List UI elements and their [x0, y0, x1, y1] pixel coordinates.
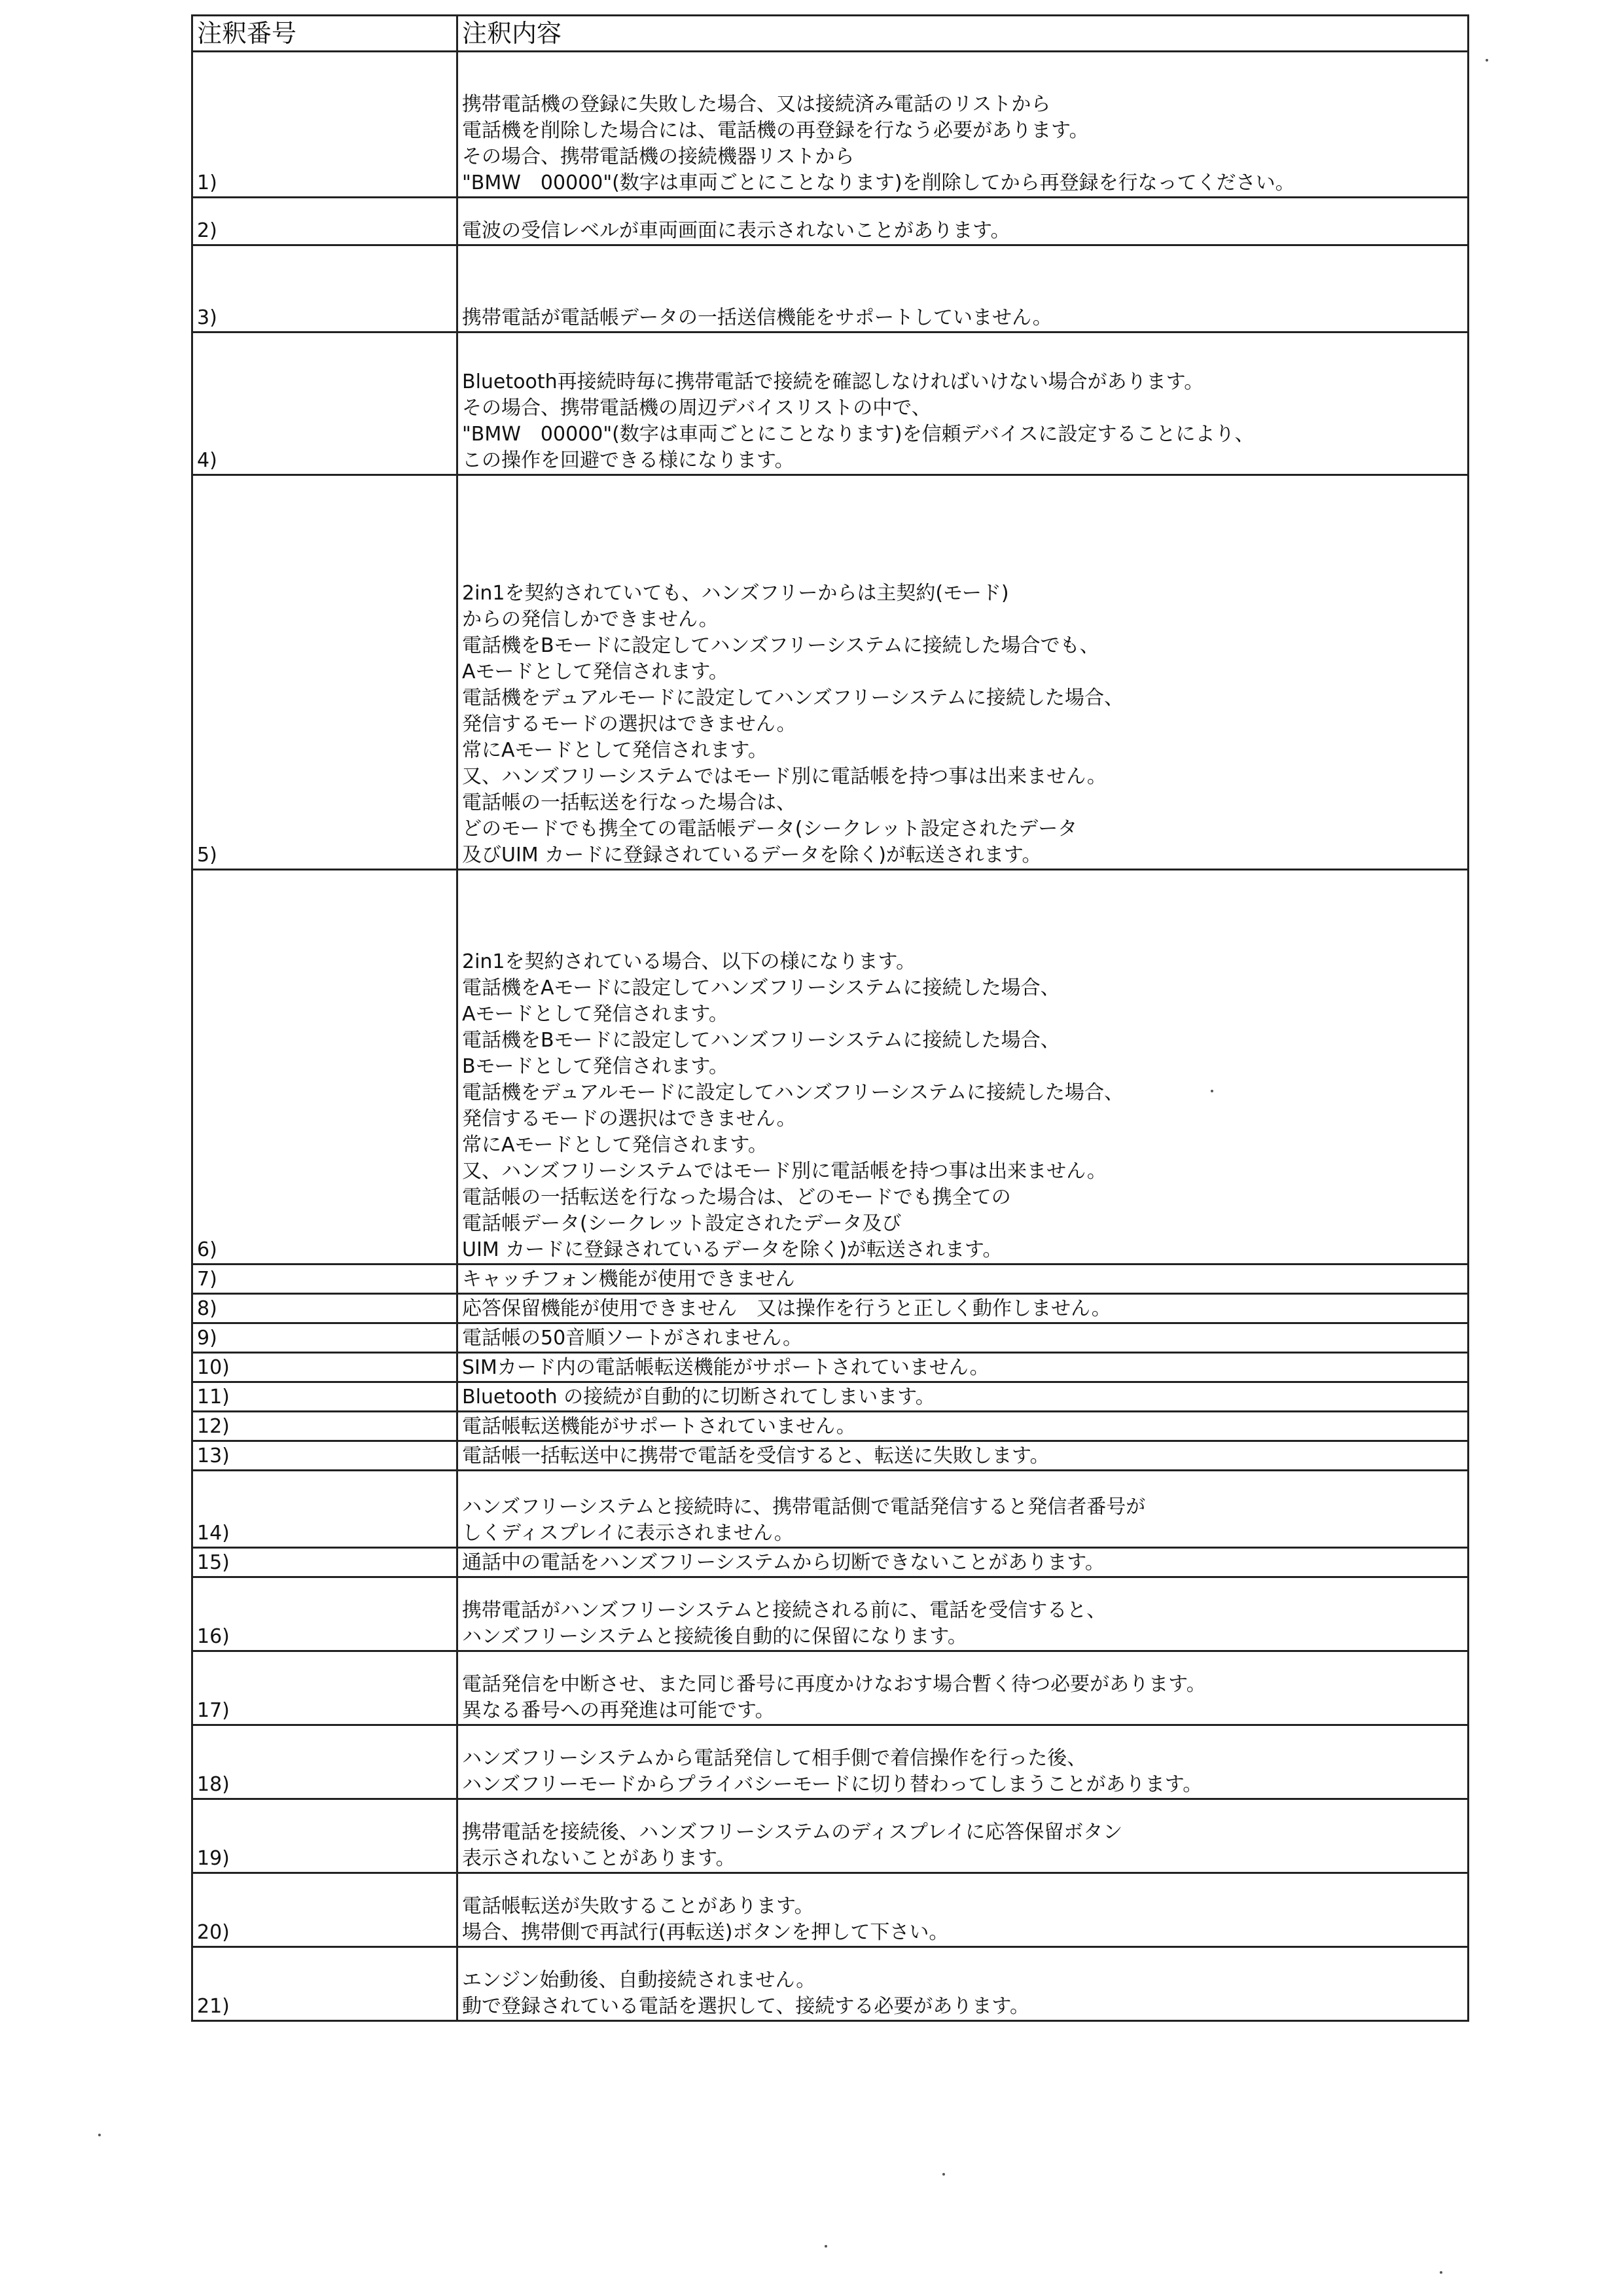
scan-speck [1486, 59, 1488, 62]
header-note-number: 注釈番号 [192, 16, 457, 52]
table-row [192, 475, 1469, 870]
note-text: 電波の受信レベルが車両画面に表示されないことがあります。 [457, 198, 1469, 245]
note-text: 応答保留機能が使用できません 又は操作を行うと正しく動作しません。 [457, 1294, 1469, 1323]
note-number: 16) [192, 1577, 457, 1651]
note-number: 15) [192, 1548, 457, 1577]
table-row [192, 1471, 1469, 1548]
table-row [192, 870, 1469, 1265]
note-text: Bluetooth の接続が自動的に切断されてしまいます。 [457, 1382, 1469, 1412]
note-text: キャッチフォン機能が使用できません [457, 1265, 1469, 1294]
note-text: SIMカード内の電話帳転送機能がサポートされていません。 [457, 1353, 1469, 1382]
note-number: 20) [192, 1873, 457, 1947]
table-row [192, 1577, 1469, 1651]
note-text: エンジン始動後、自動接続されません。 動で登録されている電話を選択して、接続する必要があります。 [457, 1947, 1469, 2021]
note-number: 2) [192, 198, 457, 245]
scan-speck [1440, 2271, 1442, 2274]
table-row [192, 1353, 1469, 1382]
note-number: 5) [192, 475, 457, 870]
note-number: 19) [192, 1799, 457, 1873]
note-text: 電話帳転送が失敗することがあります。 場合、携帯側で再試行(再転送)ボタンを押して下さい。 [457, 1873, 1469, 1947]
table-row [192, 198, 1469, 245]
note-text: 携帯電話を接続後、ハンズフリーシステムのディスプレイに応答保留ボタン 表示されないことがあります。 [457, 1799, 1469, 1873]
note-number: 10) [192, 1353, 457, 1382]
note-number: 6) [192, 870, 457, 1265]
scan-speck [1211, 1090, 1213, 1092]
table-row [192, 1412, 1469, 1441]
scan-speck [825, 2245, 827, 2248]
note-text: 2in1を契約されている場合、以下の様になります。 電話機をAモードに設定してハンズフリーシステムに接続した場合、 Aモードとして発信されます。 電話機をBモードに設定してハンズフリーシステムに接続した場合、 Bモードとして発信されます。 電話機をデュアルモードに設定してハンズフリーシステムに接続した場合、 発信するモードの選択はできません。 常にAモードとして発信されます。 又、ハンズフリーシステムではモード別に電話帳を持つ事は出来ません。 電話帳の一括転送を行なった場合は、どのモードでも携全ての 電話帳データ(シークレット設定されたデータ及び UIM カードに登録されているデータを除く)が転送されます。 [457, 870, 1469, 1265]
note-number: 18) [192, 1725, 457, 1799]
note-text: 電話発信を中断させ、また同じ番号に再度かけなおす場合暫く待つ必要があります。 異なる番号への再発進は可能です。 [457, 1651, 1469, 1725]
table-row [192, 245, 1469, 332]
note-number: 12) [192, 1412, 457, 1441]
notes-table [191, 14, 1469, 2022]
note-number: 21) [192, 1947, 457, 2021]
note-text: 携帯電話機の登録に失敗した場合、又は接続済み電話のリストから 電話機を削除した場合には、電話機の再登録を行なう必要があります。 その場合、携帯電話機の接続機器リストから "BMW 00000"(数字は車両ごとにことなります)を削除してから再登録を行なってください。 [457, 52, 1469, 198]
note-text: 電話帳転送機能がサポートされていません。 [457, 1412, 1469, 1441]
note-number: 7) [192, 1265, 457, 1294]
note-number: 13) [192, 1441, 457, 1471]
note-number: 9) [192, 1323, 457, 1353]
table-row [192, 1382, 1469, 1412]
note-number: 8) [192, 1294, 457, 1323]
note-text: 2in1を契約されていても、ハンズフリーからは主契約(モード) からの発信しかできません。 電話機をBモードに設定してハンズフリーシステムに接続した場合でも、 Aモードとして発信されます。 電話機をデュアルモードに設定してハンズフリーシステムに接続した場合、 発信するモードの選択はできません。 常にAモードとして発信されます。 又、ハンズフリーシステムではモード別に電話帳を持つ事は出来ません。 電話帳の一括転送を行なった場合は、 どのモードでも携全ての電話帳データ(シークレット設定されたデータ 及びUIM カードに登録されているデータを除く)が転送されます。 [457, 475, 1469, 870]
header-note-content: 注釈内容 [457, 16, 1469, 52]
note-text: 携帯電話がハンズフリーシステムと接続される前に、電話を受信すると、 ハンズフリーシステムと接続後自動的に保留になります。 [457, 1577, 1469, 1651]
table-row [192, 1799, 1469, 1873]
note-text: 電話帳一括転送中に携帯で電話を受信すると、転送に失敗します。 [457, 1441, 1469, 1471]
table-row [192, 52, 1469, 198]
scan-speck [942, 2173, 945, 2176]
table-row [192, 1323, 1469, 1353]
note-number: 4) [192, 332, 457, 475]
table-row [192, 1265, 1469, 1294]
table-header-row [192, 16, 1469, 52]
note-number: 14) [192, 1471, 457, 1548]
table-row [192, 1725, 1469, 1799]
table-row [192, 1651, 1469, 1725]
note-text: ハンズフリーシステムと接続時に、携帯電話側で電話発信すると発信者番号が しくディスプレイに表示されません。 [457, 1471, 1469, 1548]
table-row [192, 332, 1469, 475]
table-row [192, 1294, 1469, 1323]
note-text: 携帯電話が電話帳データの一括送信機能をサポートしていません。 [457, 245, 1469, 332]
table-row [192, 1548, 1469, 1577]
note-text: Bluetooth再接続時毎に携帯電話で接続を確認しなければいけない場合があります。 その場合、携帯電話機の周辺デバイスリストの中で、 "BMW 00000"(数字は車両ごとにことなります)を信頼デバイスに設定することにより、 この操作を回避できる様になります。 [457, 332, 1469, 475]
note-text: ハンズフリーシステムから電話発信して相手側で着信操作を行った後、 ハンズフリーモードからプライバシーモードに切り替わってしまうことがあります。 [457, 1725, 1469, 1799]
note-number: 1) [192, 52, 457, 198]
note-number: 3) [192, 245, 457, 332]
table-row [192, 1873, 1469, 1947]
scan-speck [98, 2134, 101, 2136]
note-text: 電話帳の50音順ソートがされません。 [457, 1323, 1469, 1353]
table-row [192, 1947, 1469, 2021]
note-number: 17) [192, 1651, 457, 1725]
table-row [192, 1441, 1469, 1471]
note-text: 通話中の電話をハンズフリーシステムから切断できないことがあります。 [457, 1548, 1469, 1577]
note-number: 11) [192, 1382, 457, 1412]
